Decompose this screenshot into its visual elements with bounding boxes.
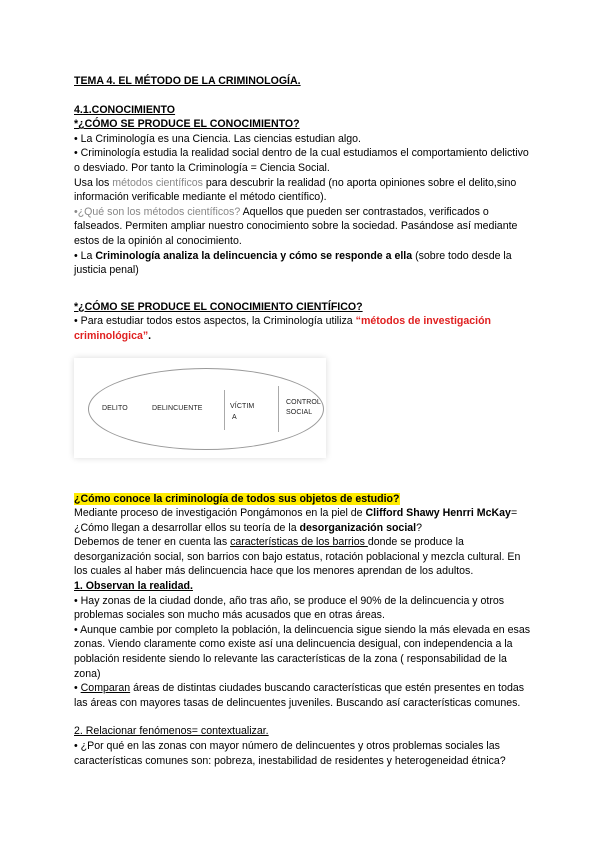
label-control: CONTROL — [286, 398, 321, 406]
grey-term: métodos científicos — [112, 176, 203, 189]
bullet: • ¿Por qué en las zonas con mayor número de delincuentes y otros problemas sociales las características comunes son: pobreza, inestabilidad de residentes y heterogeneidad étnica? — [74, 740, 506, 767]
paragraph: • La Criminología analiza la delincuencia y cómo se responde a ella (sobre todo desde la justicia penal) — [74, 249, 512, 277]
highlighted-question: ¿Cómo conoce la criminología de todos sus objetos de estudio? — [74, 492, 400, 505]
grey-question: •¿Qué son los métodos científicos? — [74, 205, 241, 218]
label-victima-b: A — [232, 413, 237, 421]
label-victima-a: VÍCTIM — [230, 402, 255, 410]
paragraph: • Para estudiar todos estos aspectos, la Criminología utiliza “métodos de investigación criminológica”. — [74, 315, 492, 342]
bullet: • Comparan áreas de distintas ciudades buscando características que estén presentes en todas las áreas con mayores tasas de delincuentes juveniles. Buscando así características comunes. — [74, 682, 525, 709]
label-social: SOCIAL — [286, 408, 313, 416]
paragraph: Usa los métodos científicos para descubrir la realidad (no aporta opiniones sobre el delito,sino información verificable mediante el método científico). — [74, 176, 517, 204]
objects-diagram — [74, 358, 326, 458]
label-delito: DELITO — [102, 404, 128, 412]
paragraph: • La Criminología es una Ciencia. Las ciencias estudian algo. — [74, 132, 361, 145]
paragraph: Mediante proceso de investigación Pongámonos en la piel de Clifford Shawy Henrri McKay= ¿Cómo llegan a desarrollar ellos su teoría de la desorganización social? — [74, 507, 518, 534]
section-heading-conocimiento: 4.1.CONOCIMIENTO — [74, 103, 176, 116]
bullet: • Aunque cambie por completo la población, la delincuencia sigue siendo la más elevada en esas zonas. Viendo claramente como existe así una delincuencia desigual, con independencia a la población residente siendo lo relevante las características de la zona ( responsabilidad de la zona) — [74, 623, 531, 680]
document-title: TEMA 4. EL MÉTODO DE LA CRIMINOLOGÍA. — [74, 75, 301, 87]
label-delincuente: DELINCUENTE — [152, 404, 203, 412]
paragraph: •¿Qué son los métodos científicos? Aquellos que pueden ser contrastados, verificados o falseados. Permiten ampliar nuestro conocimiento sobre la sociedad. Pasándose así mediante estos de la opinión al conocimiento. — [74, 205, 518, 247]
document-content — [74, 74, 534, 768]
question-conocimiento: *¿CÓMO SE PRODUCE EL CONOCIMIENTO? — [74, 118, 300, 131]
bullet: • Hay zonas de la ciudad donde, año tras año, se produce el 90% de la delincuencia y otros problemas sociales son mucho más acusados que en otras áreas. — [74, 594, 505, 622]
step-heading-2: 2. Relacionar fenómenos= contextualizar. — [74, 725, 269, 738]
red-highlight: “métodos de investigación criminológica” — [74, 315, 492, 342]
paragraph: • Criminología estudia la realidad social dentro de la cual estudiamos el comportamiento delictivo o desviado. Por tanto la Criminología = Ciencia Social. — [74, 147, 529, 174]
step-heading-1: 1. Observan la realidad. — [74, 580, 193, 593]
question-conocimiento-cientifico: *¿CÓMO SE PRODUCE EL CONOCIMIENTO CIENTÍFICO? — [74, 300, 363, 313]
paragraph: Debemos de tener en cuenta las características de los barrios donde se produce la desorganización social, son barrios con bajo estatus, rotación poblacional y mezcla cultural. En los cuales al haber más delincuencia hace que los menores aprendan de los adultos. — [74, 536, 521, 578]
